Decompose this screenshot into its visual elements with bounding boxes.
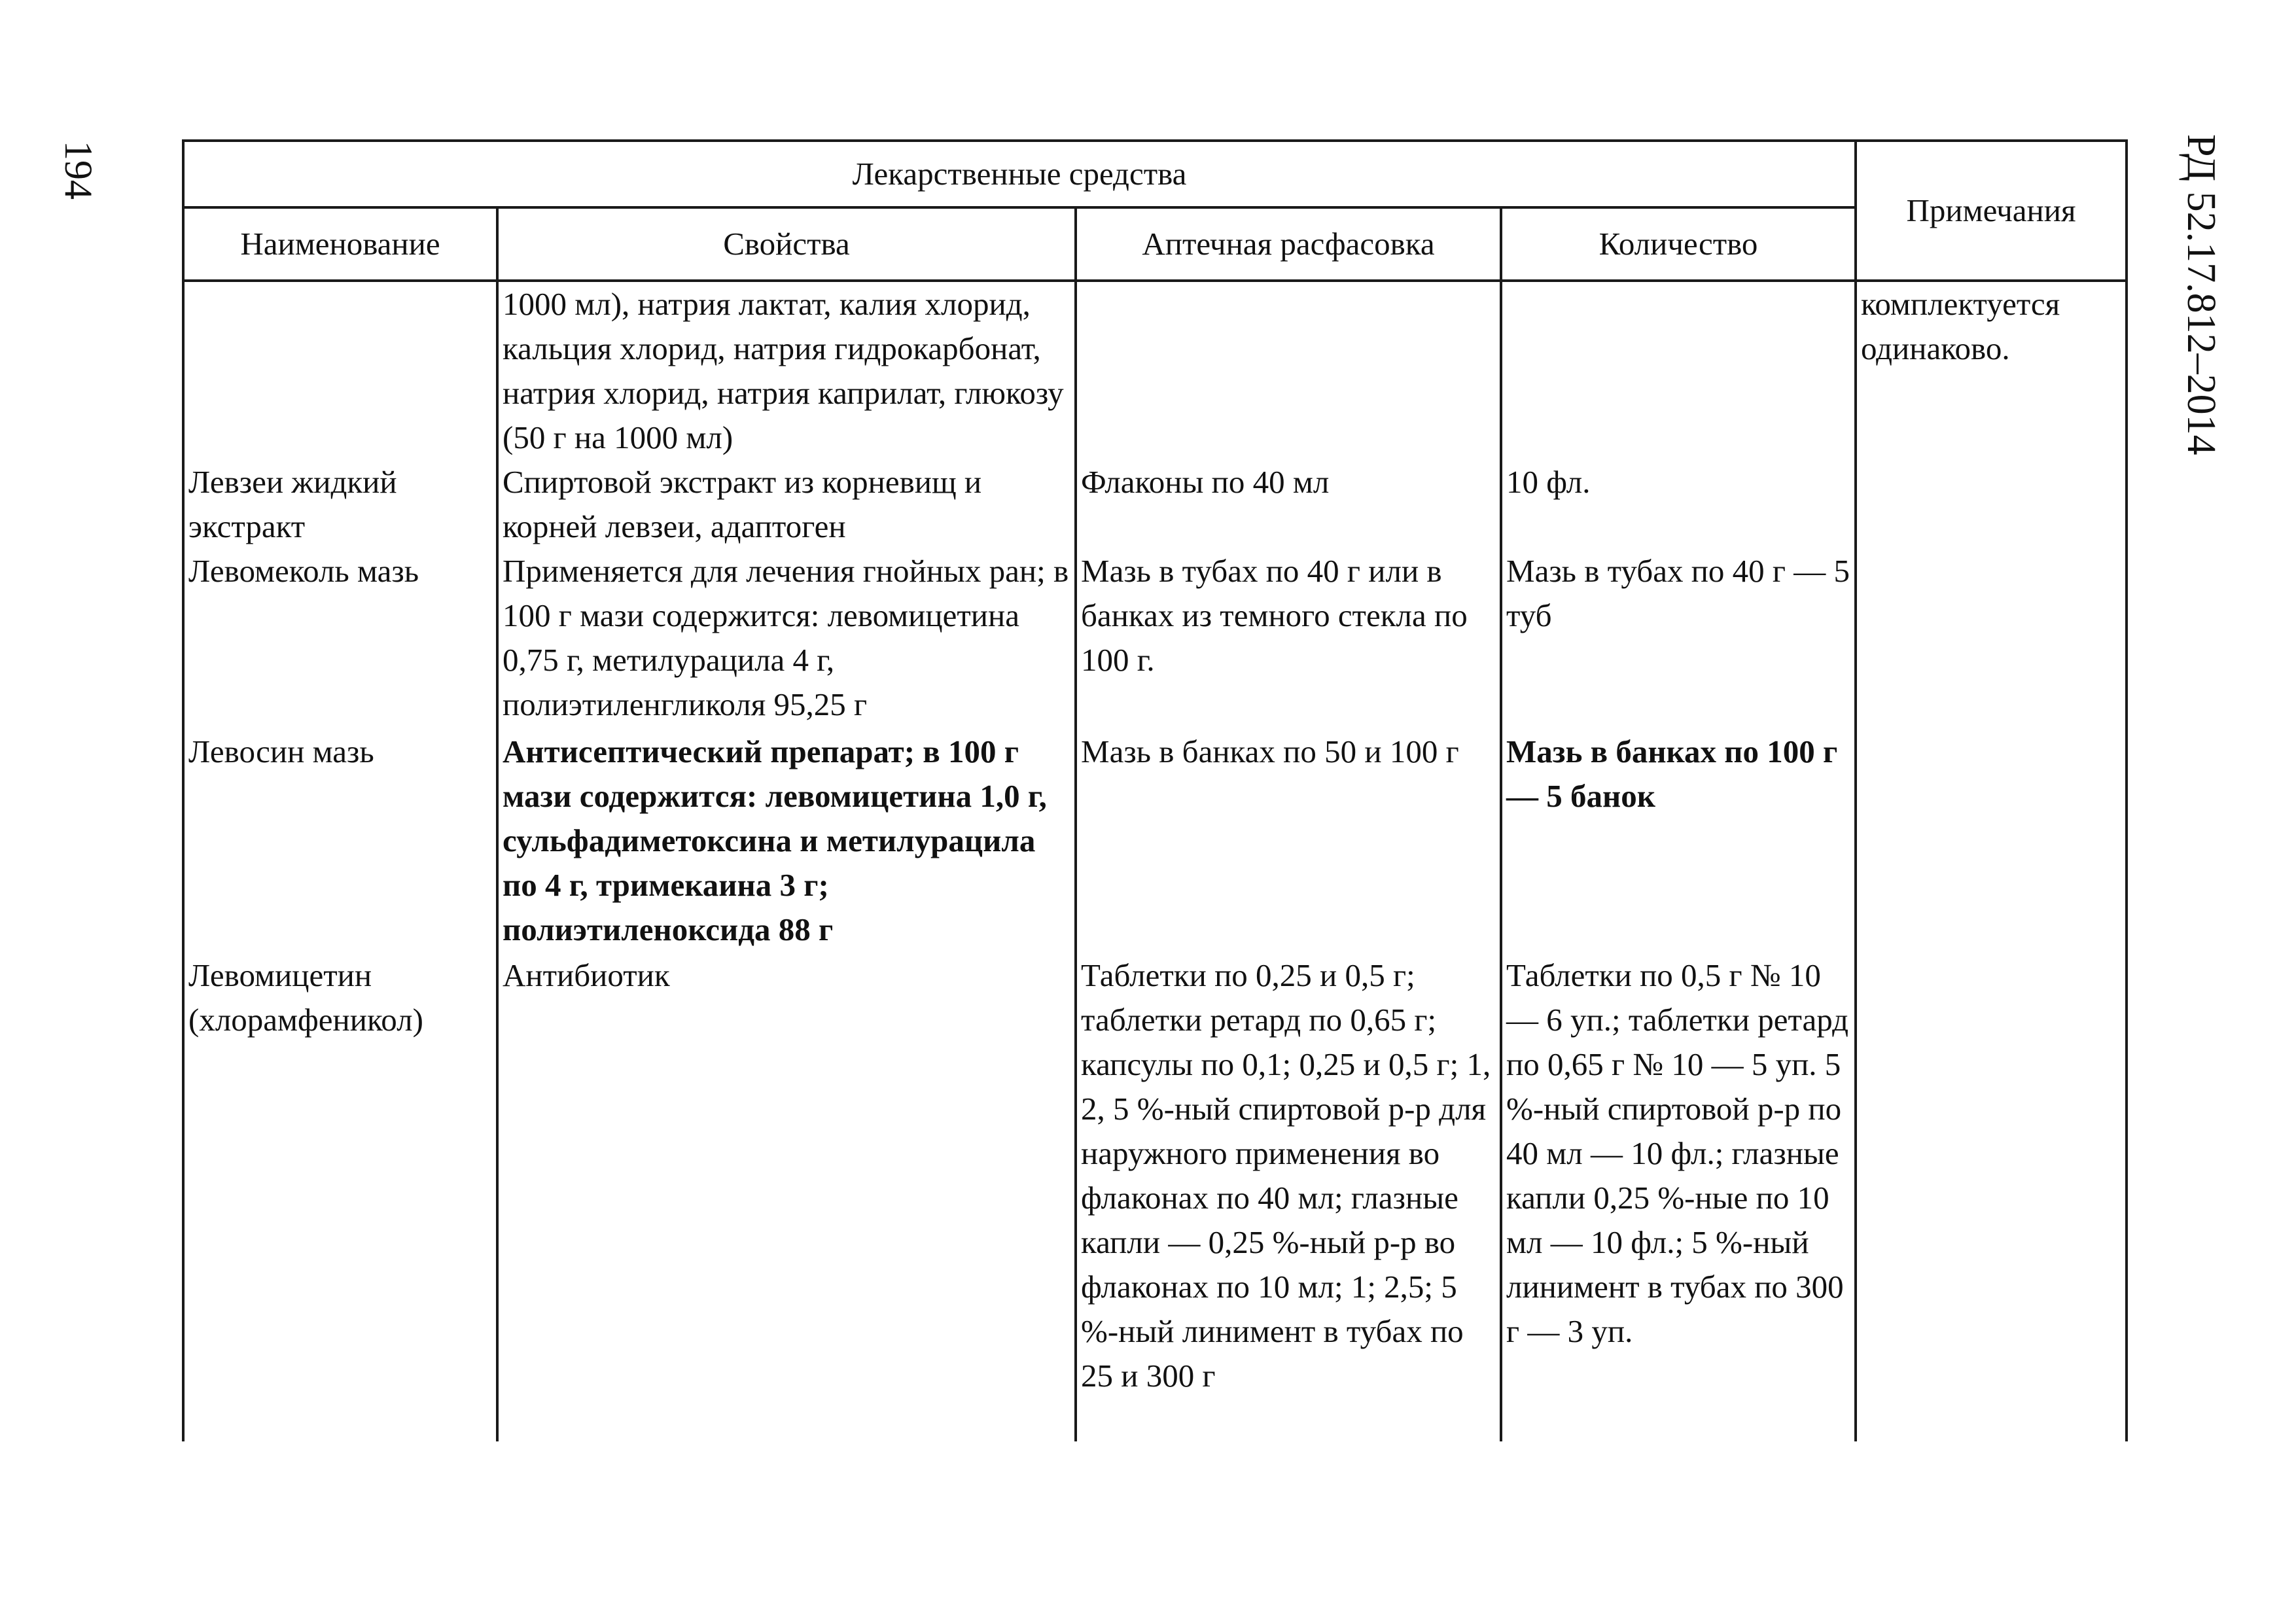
column-header-packaging: Аптечная расфасовка [1076,207,1501,281]
cell-properties: 1000 мл), натрия лактат, калия хлорид, кальция хлорид, натрия гидрокарбонат, натрия хлорид, натрия каприлат, глюкозу (50 г на 1000 мл) [497,281,1076,460]
cell-quantity: Мазь в банках по 100 г — 5 банок [1501,730,1856,953]
cell-name: Левомицетин (хлорамфеникол) [183,953,497,1441]
column-header-notes: Примечания [1856,141,2127,281]
cell-name [183,281,497,460]
cell-notes [1856,730,2127,953]
cell-packaging [1076,281,1501,460]
page-number: 194 [57,141,100,200]
cell-packaging: Мазь в тубах по 40 г или в банках из темного стекла по 100 г. [1076,549,1501,730]
column-header-quantity: Количество [1501,207,1856,281]
cell-properties: Применяется для лечения гнойных ран; в 100 г мази содержится: левомицетина 0,75 г, метилурацила 4 г, полиэтиленгликоля 95,25 г [497,549,1076,730]
table-row [183,281,2127,460]
cell-name: Левосин мазь [183,730,497,953]
group-header-medicines: Лекарственные средства [183,141,1856,207]
cell-notes [1856,953,2127,1441]
table-column-header-row [183,207,2127,281]
cell-packaging: Мазь в банках по 50 и 100 г [1076,730,1501,953]
cell-properties: Антисептический препарат; в 100 г мази содержится: левомицетина 1,0 г, сульфадиметоксина и метилурацила по 4 г, тримекаина 3 г; полиэтиленоксида 88 г [497,730,1076,953]
table-row [183,460,2127,549]
cell-name: Левзеи жидкий экстракт [183,460,497,549]
cell-properties: Спиртовой экстракт из корневищ и корней левзеи, адаптоген [497,460,1076,549]
medicines-table [182,139,2128,1441]
table-row [183,953,2127,1441]
cell-quantity: Мазь в тубах по 40 г — 5 туб [1501,549,1856,730]
cell-quantity: Таблетки по 0,5 г № 10 — 6 уп.; таблетки ретард по 0,65 г № 10 — 5 уп. 5 %-ный спиртовой р-р по 40 мл — 10 фл.; глазные капли 0,25 %-ные по 10 мл — 10 фл.; 5 %-ный линимент в тубах по 300 г — 3 уп. [1501,953,1856,1441]
cell-name: Левомеколь мазь [183,549,497,730]
column-header-name: Наименование [183,207,497,281]
cell-notes [1856,549,2127,730]
table-row [183,549,2127,730]
table-group-header-row [183,141,2127,207]
cell-quantity: 10 фл. [1501,460,1856,549]
document-code: РД 52.17.812–2014 [2179,134,2223,455]
table-row [183,730,2127,953]
cell-properties: Антибиотик [497,953,1076,1441]
cell-notes [1856,460,2127,549]
cell-quantity [1501,281,1856,460]
cell-notes: комплектуется одинаково. [1856,281,2127,460]
cell-packaging: Флаконы по 40 мл [1076,460,1501,549]
column-header-properties: Свойства [497,207,1076,281]
cell-packaging: Таблетки по 0,25 и 0,5 г; таблетки ретард по 0,65 г; капсулы по 0,1; 0,25 и 0,5 г; 1, 2, 5 %-ный спиртовой р-р для наружного применения во флаконах по 40 мл; глазные капли — 0,25 %-ный р-р во флаконах по 10 мл; 1; 2,5; 5 %-ный линимент в тубах по 25 и 300 г [1076,953,1501,1441]
